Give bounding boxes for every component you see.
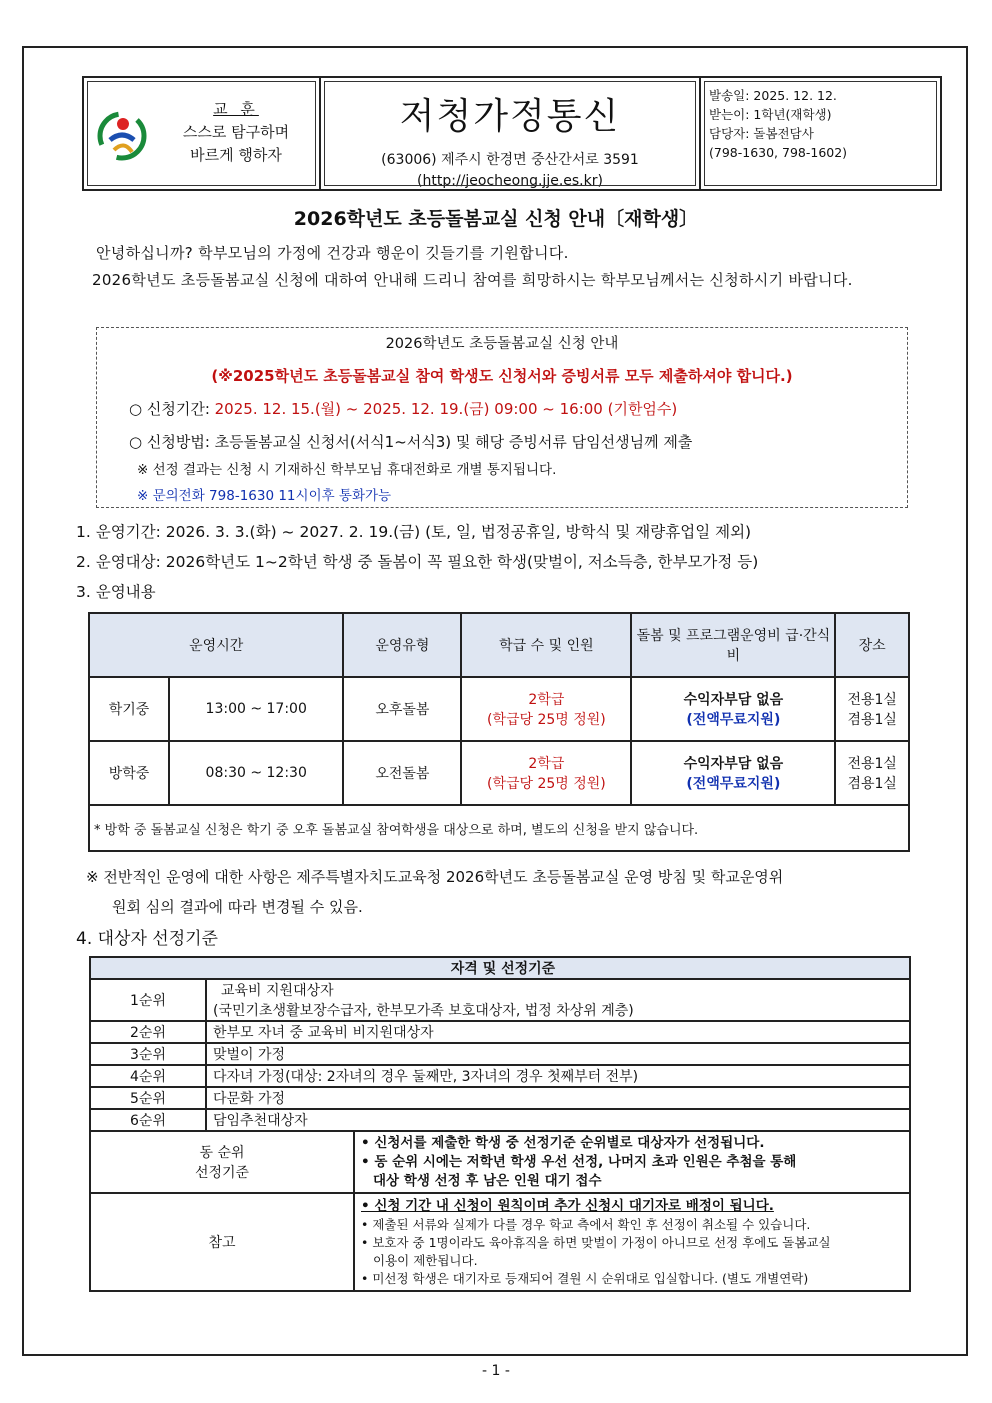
motto-line: 바르게 행하자 [190,146,282,164]
method-label: ○ 신청방법: [129,433,215,451]
table-row [90,1043,910,1065]
meta-cell [701,78,940,189]
criteria-cell: 다자녀 가정(대상: 2자녀의 경우 둘째만, 3자녀의 경우 첫째부터 전부) [206,1065,910,1087]
tie-label: 선정기준 [194,1165,250,1181]
section-period: 1. 운영기간: 2026. 3. 3.(화) ~ 2027. 2. 19.(금) (토, 일, 법정공휴일, 방학식 및 재량휴업일 제외) [76,523,752,541]
type-cell: 오후돌봄 [343,677,461,741]
manager: 담당자: 돌봄전담사 [709,126,814,141]
rank-cell: 5순위 [90,1087,206,1109]
table-row [90,1065,910,1087]
letterhead [82,76,942,191]
ref-label: 참고 [90,1193,354,1291]
time-cell: 08:30 ~ 12:30 [169,741,343,805]
criteria-cell: 한부모 자녀 중 교육비 비지원대상자 [206,1021,910,1043]
criteria-cell: 담임추천대상자 [206,1109,910,1131]
cost-note: (전액무료지원) [686,712,781,728]
place-value: 전용1실 [847,756,897,772]
table-note-row [89,805,909,851]
operation-table [88,612,910,852]
section-target: 2. 운영대상: 2026학년도 1~2학년 학생 중 돌봄이 꼭 필요한 학생(맞벌이, 저소득층, 한부모가정 등) [76,553,759,571]
table-row [89,741,909,805]
school-logo-icon [96,110,148,162]
section-criteria: 4. 대상자 선정기준 [76,929,218,949]
place-cell [835,741,909,805]
tie-rule: • 동 순위 시에는 저학년 학생 우선 선정, 나머지 초과 인원은 추첨을 통해 [361,1153,797,1170]
ref-item: • 신청 기간 내 신청이 원칙이며 추가 신청시 대기자로 배정이 됩니다. [361,1197,774,1214]
notice-title: 2026학년도 초등돌봄교실 신청 안내 [385,336,619,352]
motto-cell [84,78,321,189]
cost-value: 수익자부담 없음 [683,692,784,708]
criteria-detail: (국민기초생활보장수급자, 한부모가족 보호대상자, 법정 차상위 계층) [213,1003,634,1019]
criteria-text: 교육비 지원대상자 [221,983,334,999]
school-url: (http://jeocheong.jje.es.kr) [417,173,603,189]
motto-line: 스스로 탐구하며 [182,123,290,141]
tie-label: 동 순위 [199,1145,245,1161]
application-method [129,431,907,452]
place-cell [835,677,909,741]
newsletter-title: 저청가정통신 [399,96,621,137]
classes-cell [461,741,631,805]
cost-cell [631,677,835,741]
tie-rule: 대상 학생 선정 후 남은 인원 대기 접수 [373,1172,602,1189]
rank-cell: 3순위 [90,1043,206,1065]
place-value: 겸용1실 [847,712,897,728]
classes-value: 2학급 [528,692,565,708]
place-value: 겸용1실 [847,776,897,792]
ref-cell [354,1193,910,1291]
col-header: 장소 [835,613,909,677]
type-cell: 오전돌봄 [343,741,461,805]
cost-cell [631,741,835,805]
rank-cell: 2순위 [90,1021,206,1043]
manager-phone: (798-1630, 798-1602) [709,145,848,160]
tie-label-cell [90,1131,354,1193]
contact-note: ※ 문의전화 798-1630 11시이후 통화가능 [137,488,392,504]
capacity-value: (학급당 25명 정원) [486,712,606,728]
period-value: 2025. 12. 15.(월) ~ 2025. 12. 19.(금) 09:00 ~ 16:00 (기한엄수) [214,400,678,418]
col-header: 돌봄 및 프로그램운영비 급·간식비 [631,613,835,677]
method-value: 초등돌봄교실 신청서(서식1~서식3) 및 해당 증빙서류 담임선생님께 제출 [214,433,693,451]
col-header: 운영시간 [89,613,343,677]
criteria-cell: 다문화 가정 [206,1087,910,1109]
ref-item: • 제출된 서류와 실제가 다를 경우 학교 측에서 확인 후 선정이 취소될 수 있습니다. [361,1216,811,1232]
school-address: (63006) 제주시 한경면 중산간서로 3591 [381,152,639,168]
cost-value: 수익자부담 없음 [683,756,784,772]
send-date: 발송일: 2025. 12. 12. [709,88,837,103]
period-cell: 학기중 [89,677,169,741]
tie-rule: • 신청서를 제출한 학생 중 선정기준 순위별로 대상자가 선정됩니다. [361,1134,765,1151]
selection-header: 자격 및 선정기준 [90,957,910,979]
table-row [90,979,910,1021]
section-content: 3. 운영내용 [76,583,156,601]
table-row [90,1131,910,1193]
time-cell: 13:00 ~ 17:00 [169,677,343,741]
classes-value: 2학급 [528,756,565,772]
document-title: 2026학년도 초등돌봄교실 신청 안내〔재학생〕 [293,208,699,230]
notice-warning: (※2025학년도 초등돌봄교실 참여 학생도 신청서와 증빙서류 모두 제출하셔야 합니다.) [211,367,793,385]
rank-cell: 4순위 [90,1065,206,1087]
ref-item: 이용이 제한됩니다. [373,1252,478,1268]
tie-rule-cell [354,1131,910,1193]
page-number: - 1 - [482,1363,510,1379]
recipient: 받는이: 1학년(재학생) [709,107,832,122]
table-row [90,1193,910,1291]
criteria-cell: 맞벌이 가정 [206,1043,910,1065]
table-row [90,1109,910,1131]
application-notice-box [96,327,908,508]
ref-item: • 보호자 중 1명이라도 육아휴직을 하면 맞벌이 가정이 아니므로 선정 후에도 돌봄교실 [361,1234,831,1250]
notice-note: ※ 선정 결과는 신청 시 기재하신 학부모님 휴대전화로 개별 통지됩니다. [137,462,557,478]
intro-line: 안녕하십니까? 학부모님의 가정에 건강과 행운이 깃들기를 기원합니다. [96,244,569,262]
title-cell [321,78,701,189]
remark-line: 원회 심의 결과에 따라 변경될 수 있음. [112,898,363,916]
application-period [129,398,907,419]
period-cell: 방학중 [89,741,169,805]
selection-table [89,956,911,1292]
capacity-value: (학급당 25명 정원) [486,776,606,792]
table-row [90,1087,910,1109]
table-note: * 방학 중 돌봄교실 신청은 학기 중 오후 돌봄교실 참여학생을 대상으로 하며, 별도의 신청을 받지 않습니다. [89,805,909,851]
rank-cell: 6순위 [90,1109,206,1131]
period-label: ○ 신청기간: [129,400,215,418]
col-header: 학급 수 및 인원 [461,613,631,677]
table-row [90,1021,910,1043]
col-header: 운영유형 [343,613,461,677]
rank-cell: 1순위 [90,979,206,1021]
ref-item: • 미선정 학생은 대기자로 등재되어 결원 시 순위대로 입실합니다. (별도 개별연락) [361,1270,809,1286]
general-remark [86,862,946,922]
cost-note: (전액무료지원) [686,776,781,792]
place-value: 전용1실 [847,692,897,708]
table-row [89,677,909,741]
criteria-cell [206,979,910,1021]
classes-cell [461,677,631,741]
remark-line: ※ 전반적인 운영에 대한 사항은 제주특별자치도교육청 2026학년도 초등돌봄교실 운영 방침 및 학교운영위 [86,868,784,886]
motto-title: 교 훈 [213,100,259,118]
table-header-row [89,613,909,677]
intro-text [92,240,938,294]
intro-line: 2026학년도 초등돌봄교실 신청에 대하여 안내해 드리니 참여를 희망하시는 학부모님께서는 신청하시기 바랍니다. [92,271,853,289]
